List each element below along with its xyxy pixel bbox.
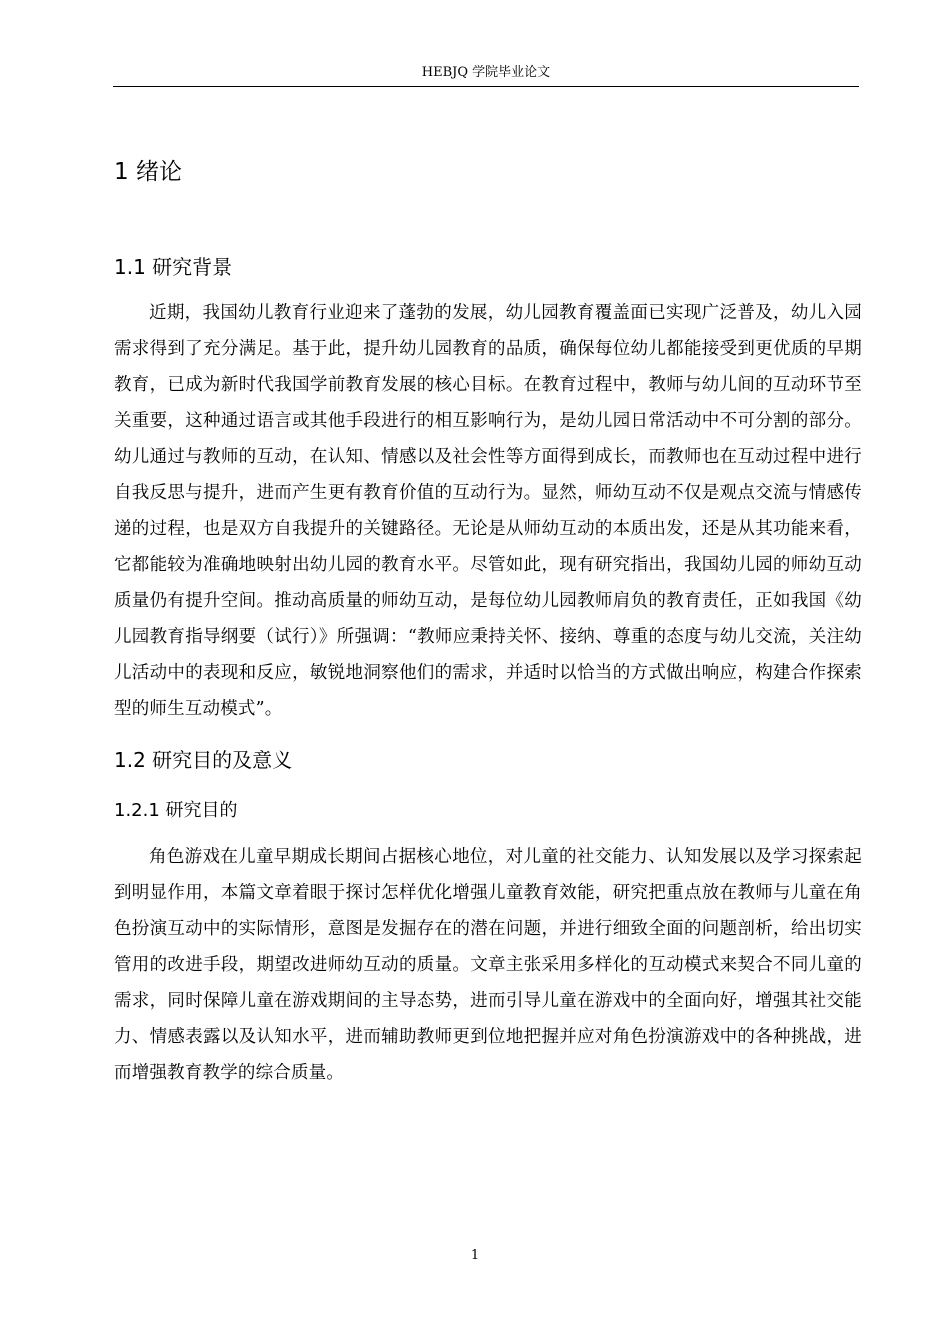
subsection-title-purpose: 1.2.1 研究目的 <box>114 800 238 821</box>
chapter-title: 1 绪论 <box>114 159 182 185</box>
section-title-purpose: 1.2 研究目的及意义 <box>114 748 293 772</box>
paragraph-background: 近期，我国幼儿教育行业迎来了蓬勃的发展，幼儿园教育覆盖面已实现广泛普及，幼儿入园需求得到了充分满足。基于此，提升幼儿园教育的品质，确保每位幼儿都能接受到更优质的早期教育，已成为新时代我国学前教育发展的核心目标。在教育过程中，教师与幼儿间的互动环节至关重要，这种通过语言或其他手段进行的相互影响行为，是幼儿园日常活动中不可分割的部分。幼儿通过与教师的互动，在认知、情感以及社会性等方面得到成长，而教师也在互动过程中进行自我反思与提升，进而产生更有教育价值的互动行为。显然，师幼互动不仅是观点交流与情感传递的过程，也是双方自我提升的关键路径。无论是从师幼互动的本质出发，还是从其功能来看，它都能较为准确地映射出幼儿园的教育水平。尽管如此，现有研究指出，我国幼儿园的师幼互动质量仍有提升空间。推动高质量的师幼互动，是每位幼儿园教师肩负的教育责任，正如我国《幼儿园教育指导纲要（试行）》所强调：“教师应秉持关怀、接纳、尊重的态度与幼儿交流，关注幼儿活动中的表现和反应，敏锐地洞察他们的需求，并适时以恰当的方式做出响应，构建合作探索型的师生互动模式”。 <box>114 303 862 719</box>
page-number: 1 <box>470 1248 480 1263</box>
paragraph-purpose: 角色游戏在儿童早期成长期间占据核心地位，对儿童的社交能力、认知发展以及学习探索起到明显作用，本篇文章着眼于探讨怎样优化增强儿童教育效能，研究把重点放在教师与儿童在角色扮演互动中的实际情形，意图是发掘存在的潜在问题，并进行细致全面的问题剖析，给出切实管用的改进手段，期望改进师幼互动的质量。文章主张采用多样化的互动模式来契合不同儿童的需求，同时保障儿童在游戏期间的主导态势，进而引导儿童在游戏中的全面向好，增强其社交能力、情感表露以及认知水平，进而辅助教师更到位地把握并应对角色扮演游戏中的各种挑战，进而增强教育教学的综合质量。 <box>114 847 862 1083</box>
page-content <box>114 150 862 1091</box>
section-title-background: 1.1 研究背景 <box>114 255 233 279</box>
running-header: HEBJQ 学院毕业论文 <box>421 65 551 80</box>
header-rule <box>113 86 859 87</box>
